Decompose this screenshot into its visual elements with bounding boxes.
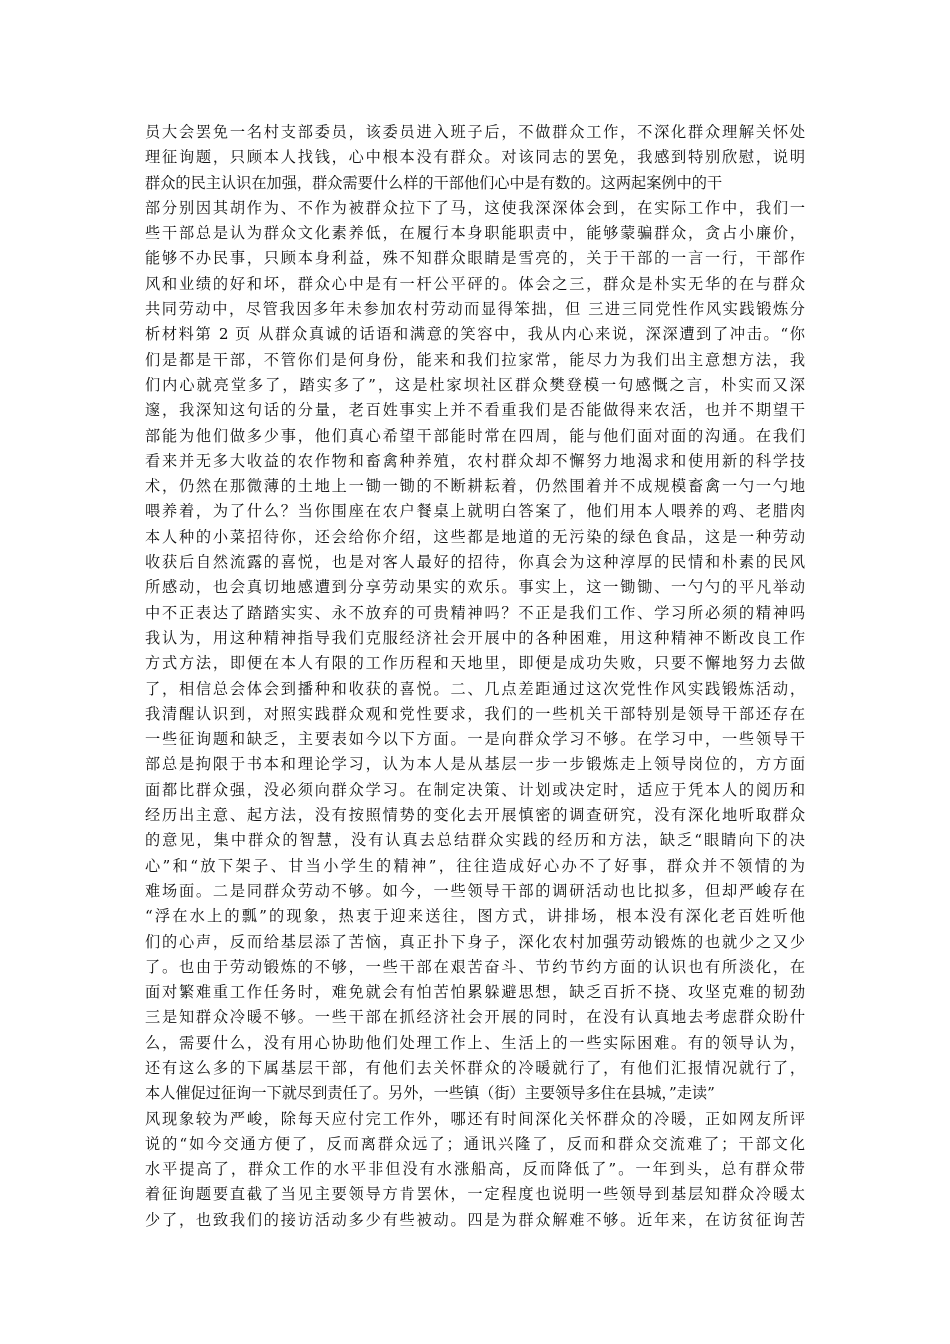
text-line: 少了，也致我们的接访活动多少有些被动。四是为群众解难不够。近年来，在访贫征询苦 bbox=[145, 1210, 805, 1229]
text-line: 的意见，集中群众的智慧，没有认真去总结群众实践的经历和方法，缺乏“眼睛向下的决 bbox=[145, 831, 805, 850]
text-line: 了，相信总会体会到播种和收获的喜悦。二、几点差距通过这次党性作风实践锻炼活动， bbox=[145, 679, 805, 698]
text-line: 风现象较为严峻，除每天应付完工作外，哪还有时间深化关怀群众的冷暖，正如网友所评 bbox=[145, 1109, 805, 1128]
text-line: 经历出主意、起方法，没有按照情势的变化去开展慎密的调查研究，没有深化地听取群众 bbox=[145, 806, 805, 825]
text-line: 部能为他们做多少事，他们真心希望干部能时常在四周，能与他们面对面的沟通。在我们 bbox=[145, 426, 805, 445]
text-line: 群众的民主认识在加强，群众需要什么样的干部他们心中是有数的。这两起案例中的干 bbox=[145, 173, 723, 192]
text-line: 术，仍然在那微薄的土地上一锄一锄的不断耕耘着，仍然围着并不成规模畜禽一勺一勺地 bbox=[145, 477, 805, 496]
text-line: 面都比群众强，没必须向群众学习。在制定决策、计划或决定时，适应于凭本人的阅历和 bbox=[145, 780, 805, 799]
text-line: 们内心就亮堂多了，踏实多了”，这是杜家坝社区群众樊登模一句感慨之言，朴实而又深 bbox=[145, 375, 805, 394]
text-line: 看来并无多大收益的农作物和畜禽种养殖，农村群众却不懈努力地渴求和使用新的科学技 bbox=[145, 451, 805, 470]
text-line: 我清醒认识到，对照实践群众观和党性要求，我们的一些机关干部特别是领导干部还存在 bbox=[145, 704, 805, 723]
text-line: 难场面。二是同群众劳动不够。如今，一些领导干部的调研活动也比拟多，但却严峻存在 bbox=[145, 881, 805, 900]
text-line: 方式方法，即便在本人有限的工作历程和天地里，即便是成功失败，只要不懈地努力去做 bbox=[145, 654, 805, 673]
text-line: 邃，我深知这句话的分量，老百姓事实上并不看重我们是否能做得来农活，也并不期望干 bbox=[145, 401, 805, 420]
text-line: 本人种的小菜招待你，还会给你介绍，这些都是地道的无污染的绿色食品，这是一种劳动 bbox=[145, 527, 805, 546]
text-line: 析材料第 2 页 从群众真诚的话语和满意的笑容中，我从内心来说，深深遭到了冲击。“你 bbox=[145, 325, 805, 344]
text-line: 说的“如今交通方便了，反而离群众远了；通讯兴隆了，反而和群众交流难了；干部文化 bbox=[145, 1134, 805, 1153]
text-line: 面对繁难重工作任务时，难免就会有怕苦怕累躲避思想，缺乏百折不挠、攻坚克难的韧劲 bbox=[145, 983, 805, 1002]
text-line: 本人催促过征询一下就尽到责任了。另外，一些镇（街）主要领导多住在县城，”走读” bbox=[145, 1084, 715, 1103]
text-line: 一些征询题和缺乏，主要表如今以下方面。一是向群众学习不够。在学习中，一些领导干 bbox=[145, 730, 805, 749]
text-line: 员大会罢免一名村支部委员，该委员进入班子后，不做群众工作，不深化群众理解关怀处 bbox=[145, 123, 805, 141]
text-line: 能够不办民事，只顾本身利益，殊不知群众眼睛是雪亮的，关于干部的一言一行，干部作 bbox=[145, 249, 805, 268]
text-line: 些干部总是认为群众文化素养低，在履行本身职能职责中，能够蒙骗群众，贪占小廉价， bbox=[145, 224, 805, 243]
text-line: 们是都是干部，不管你们是何身份，能来和我们拉家常，能尽力为我们出主意想方法，我 bbox=[145, 350, 805, 369]
text-line: 风和业绩的好和坏，群众心中是有一杆公平砰的。体会之三，群众是朴实无华的在与群众 bbox=[145, 274, 805, 293]
text-line: 喂养着，为了什么？当你围座在农户餐桌上就明白答案了，他们用本人喂养的鸡、老腊肉 bbox=[145, 502, 805, 521]
text-line: 共同劳动中，尽管我因多年未参加农村劳动而显得笨拙，但 三进三同党性作风实践锻炼分 bbox=[145, 300, 805, 319]
text-line: 着征询题要直截了当见主要领导方肯罢休，一定程度也说明一些领导到基层知群众冷暖太 bbox=[145, 1185, 805, 1204]
text-line: 理征询题，只顾本人找钱，心中根本没有群众。对该同志的罢免，我感到特别欣慰，说明 bbox=[145, 148, 805, 167]
text-line: 中不正表达了踏踏实实、永不放弃的可贵精神吗？不正是我们工作、学习所必须的精神吗 bbox=[145, 603, 805, 622]
text-line: 所感动，也会真切地感遭到分享劳动果实的欢乐。事实上，这一锄锄、一勺勺的平凡举动 bbox=[145, 578, 805, 597]
text-line: 还有这么多的下属基层干部，有他们去关怀群众的冷暖就行了，有他们汇报情况就行了， bbox=[145, 1058, 805, 1077]
text-line: 三是知群众冷暖不够。一些干部在抓经济社会开展的同时，在没有认真地去考虑群众盼什 bbox=[145, 1008, 805, 1027]
text-line: 部总是拘限于书本和理论学习，认为本人是从基层一步一步锻炼走上领导岗位的，方方面 bbox=[145, 755, 805, 774]
document-body-text bbox=[145, 120, 805, 1233]
text-line: 心”和“放下架子、甘当小学生的精神”，往往造成好心办不了好事，群众并不领情的为 bbox=[145, 856, 805, 875]
text-line: 了。也由于劳动锻炼的不够，一些干部在艰苦奋斗、节约节约方面的认识也有所淡化，在 bbox=[145, 957, 805, 976]
text-line: 么，需要什么，没有用心协助他们处理工作上、生活上的一些实际困难。有的领导认为， bbox=[145, 1033, 805, 1052]
text-line: 收获后自然流露的喜悦，也是对客人最好的招待，你真会为这种淳厚的民情和朴素的民风 bbox=[145, 553, 805, 572]
text-line: 部分别因其胡作为、不作为被群众拉下了马，这使我深深体会到，在实际工作中，我们一 bbox=[145, 198, 805, 217]
text-line: 我认为，用这种精神指导我们克服经济社会开展中的各种困难，用这种精神不断改良工作 bbox=[145, 628, 805, 647]
text-line: 水平提高了，群众工作的水平非但没有水涨船高，反而降低了”。一年到头，总有群众带 bbox=[145, 1160, 805, 1179]
text-line: “浮在水上的瓢”的现象，热衷于迎来送往，图方式，讲排场，根本没有深化老百姓听他 bbox=[145, 907, 805, 926]
text-line: 们的心声，反而给基层添了苦恼，真正扑下身子，深化农村加强劳动锻炼的也就少之又少 bbox=[145, 932, 805, 951]
